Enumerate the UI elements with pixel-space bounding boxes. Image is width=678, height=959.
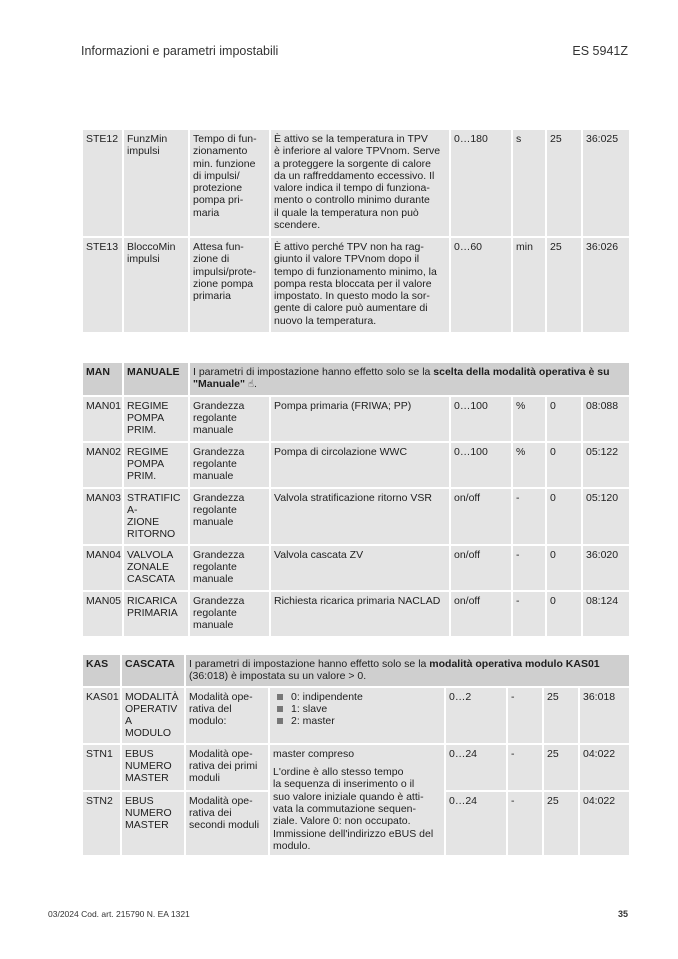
param-description: Modalità ope- rativa dei primi moduli <box>185 744 269 791</box>
param-detail: Valvola stratificazione ritorno VSR <box>270 488 450 545</box>
param-detail: È attivo se la temperatura in TPV è inferiore al valore TPVnom. Serve a proteggere la sorgente di calore da un raffreddamento eccessivo. Il valore indica il tempo di funziona- mento o controllo minimo durante il quale la temperatura non può scendere. <box>270 129 450 237</box>
table-row <box>82 442 630 488</box>
param-code: STE13 <box>82 237 123 333</box>
param-range: 0…100 <box>450 396 512 442</box>
param-address: 36:026 <box>582 237 630 333</box>
detail-order-text: L'ordine è allo stesso tempo la sequenza di inserimento o il suo valore iniziale quando è atti- vata la commutazione sequen- ziale. Valore 0: non occupato. Immissione dell'indirizzo eBUS del modulo. <box>273 766 434 852</box>
note-text: I parametri di impostazione hanno effetto solo se la <box>193 366 434 378</box>
table-row <box>82 488 630 545</box>
param-detail: Valvola cascata ZV <box>270 545 450 591</box>
param-detail: È attivo perché TPV non ha rag- giunto il valore TPVnom dopo il tempo di funzionamento minimo, la pompa resta bloccata per il valore impostato. In questo modo la sor- gente di calore può aumentare di nuovo la temperatura. <box>270 237 450 333</box>
param-address: 05:120 <box>582 488 630 545</box>
param-detail: Richiesta ricarica primaria NACLAD <box>270 591 450 637</box>
param-unit: - <box>512 488 546 545</box>
param-name: EBUS NUMERO MASTER <box>121 791 185 856</box>
param-description: Grandezza regolante manuale <box>189 545 270 591</box>
param-name: REGIME POMPA PRIM. <box>123 396 189 442</box>
param-description: Tempo di fun- zionamento min. funzione di impulsi/ protezione pompa pri- maria <box>189 129 270 237</box>
param-name: REGIME POMPA PRIM. <box>123 442 189 488</box>
param-range: 0…2 <box>445 687 507 744</box>
note-bold-text: modalità operativa modulo KAS01 <box>429 658 600 670</box>
param-default: 0 <box>546 488 582 545</box>
param-name: VALVOLA ZONALE CASCATA <box>123 545 189 591</box>
param-unit: % <box>512 396 546 442</box>
param-name: RICARICA PRIMARIA <box>123 591 189 637</box>
param-unit: % <box>512 442 546 488</box>
param-default: 25 <box>543 687 579 744</box>
param-code: STE12 <box>82 129 123 237</box>
section-name: CASCATA <box>121 654 185 687</box>
param-range: 0…180 <box>450 129 512 237</box>
param-name: FunzMin impulsi <box>123 129 189 237</box>
param-default: 0 <box>546 545 582 591</box>
param-unit: s <box>512 129 546 237</box>
param-address: 36:018 <box>579 687 630 744</box>
param-default: 25 <box>543 744 579 791</box>
param-code: KAS01 <box>82 687 121 744</box>
note-text: I parametri di impostazione hanno effetto solo se la <box>189 658 430 670</box>
param-code: MAN01 <box>82 396 123 442</box>
param-range: on/off <box>450 488 512 545</box>
page-header-model: ES 5941Z <box>572 44 628 58</box>
param-code: MAN04 <box>82 545 123 591</box>
param-name: EBUS NUMERO MASTER <box>121 744 185 791</box>
param-options <box>269 687 445 744</box>
table-row <box>82 687 630 744</box>
table-row <box>82 545 630 591</box>
param-default: 25 <box>546 237 582 333</box>
param-address: 04:022 <box>579 744 630 791</box>
param-description: Grandezza regolante manuale <box>189 488 270 545</box>
ste-parameter-table <box>81 128 631 334</box>
param-range: 0…24 <box>445 744 507 791</box>
param-default: 0 <box>546 442 582 488</box>
section-name: MANUALE <box>123 362 189 396</box>
note-end-text: (36:018) è impostata su un valore > 0. <box>189 670 367 683</box>
hand-icon: ☝ <box>247 379 254 391</box>
option-item: 1: slave <box>273 703 441 715</box>
kas-parameter-table <box>81 653 631 857</box>
section-header-row <box>82 654 630 687</box>
param-code: STN2 <box>82 791 121 856</box>
param-unit: - <box>507 687 543 744</box>
param-code: MAN02 <box>82 442 123 488</box>
option-item: 2: master <box>273 715 441 727</box>
table-row <box>82 744 630 791</box>
table-row <box>82 591 630 637</box>
section-code: KAS <box>82 654 121 687</box>
param-range: 0…24 <box>445 791 507 856</box>
param-name: STRATIFICA- ZIONE RITORNO <box>123 488 189 545</box>
param-description: Attesa fun- zione di impulsi/prote- zione pompa primaria <box>189 237 270 333</box>
page-header-title: Informazioni e parametri impostabili <box>81 44 279 58</box>
param-description: Modalità ope- rativa del modulo: <box>185 687 269 744</box>
param-detail <box>269 744 445 856</box>
param-address: 08:124 <box>582 591 630 637</box>
param-unit: - <box>512 591 546 637</box>
param-code: MAN03 <box>82 488 123 545</box>
man-parameter-table <box>81 361 631 638</box>
param-range: 0…100 <box>450 442 512 488</box>
param-address: 05:122 <box>582 442 630 488</box>
param-unit: - <box>507 791 543 856</box>
table-row <box>82 237 630 333</box>
param-unit: - <box>512 545 546 591</box>
param-description: Modalità ope- rativa dei secondi moduli <box>185 791 269 856</box>
param-default: 25 <box>543 791 579 856</box>
param-address: 36:025 <box>582 129 630 237</box>
param-detail: Pompa di circolazione WWC <box>270 442 450 488</box>
param-description: Grandezza regolante manuale <box>189 396 270 442</box>
param-default: 25 <box>546 129 582 237</box>
page-number: 35 <box>617 909 628 919</box>
param-description: Grandezza regolante manuale <box>189 591 270 637</box>
option-item: 0: indipendente <box>273 691 441 703</box>
param-name: MODALITÀ OPERATIVA MODULO <box>121 687 185 744</box>
section-code: MAN <box>82 362 123 396</box>
param-range: 0…60 <box>450 237 512 333</box>
table-row <box>82 396 630 442</box>
section-note <box>185 654 630 687</box>
param-code: MAN05 <box>82 591 123 637</box>
param-unit: min <box>512 237 546 333</box>
param-code: STN1 <box>82 744 121 791</box>
param-range: on/off <box>450 545 512 591</box>
param-detail: Pompa primaria (FRIWA; PP) <box>270 396 450 442</box>
table-row <box>82 129 630 237</box>
section-note <box>189 362 630 396</box>
footer-article-info: 03/2024 Cod. art. 215790 N. EA 1321 <box>48 909 190 919</box>
param-name: BloccoMin impulsi <box>123 237 189 333</box>
note-end-text: . <box>253 378 257 391</box>
param-description: Grandezza regolante manuale <box>189 442 270 488</box>
param-address: 36:020 <box>582 545 630 591</box>
param-default: 0 <box>546 396 582 442</box>
param-unit: - <box>507 744 543 791</box>
param-address: 04:022 <box>579 791 630 856</box>
section-header-row <box>82 362 630 396</box>
param-default: 0 <box>546 591 582 637</box>
detail-master-text: master compreso <box>273 747 355 760</box>
param-address: 08:088 <box>582 396 630 442</box>
note-bold-text: scelta della modalità operativa è su "Manuale" <box>193 366 610 391</box>
param-range: on/off <box>450 591 512 637</box>
